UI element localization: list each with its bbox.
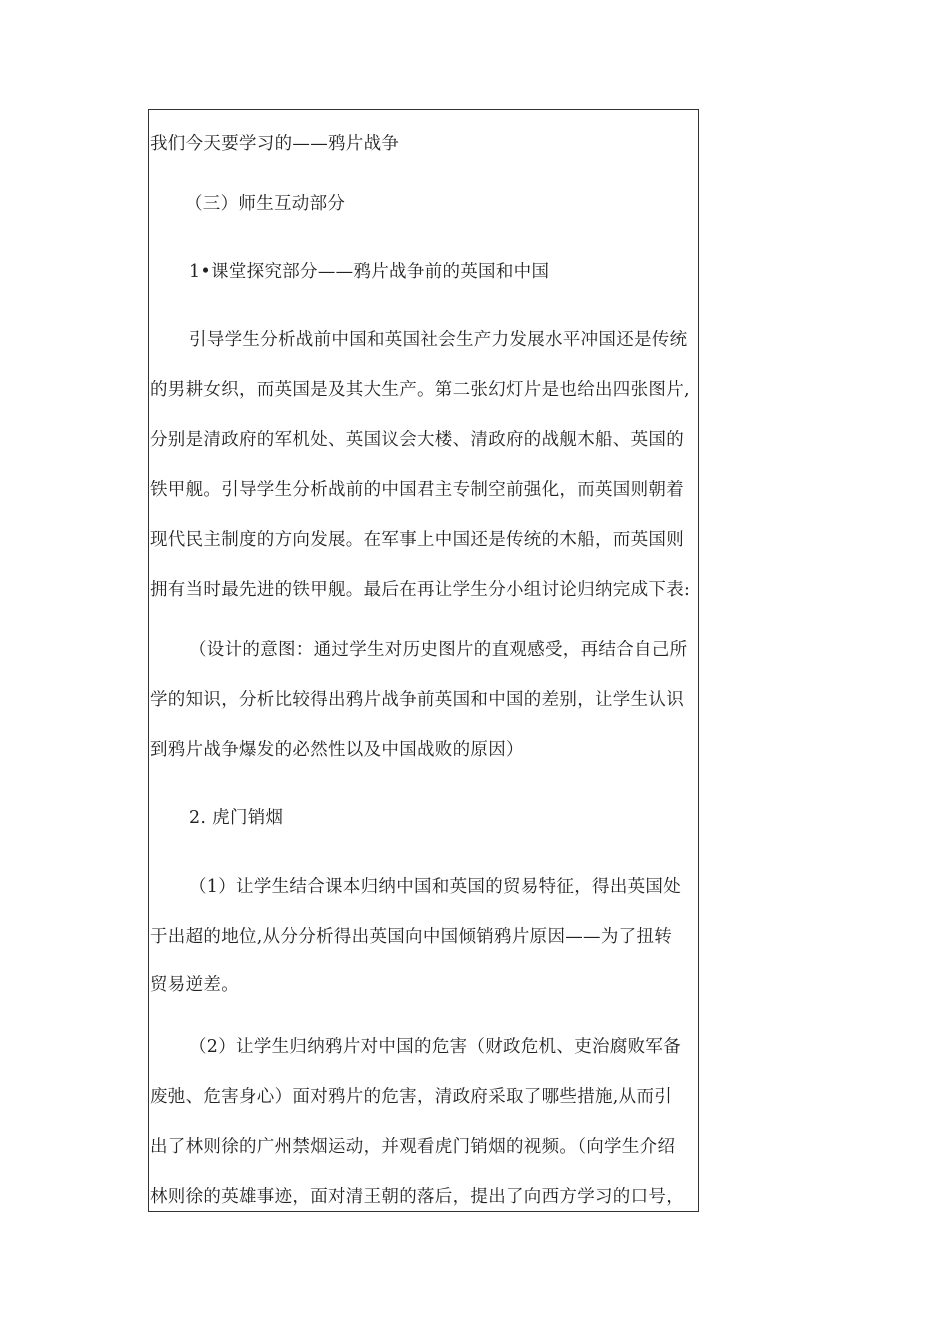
document-frame <box>148 109 699 1212</box>
text-line: 引导学生分析战前中国和英国社会生产力发展水平冲国还是传统 <box>189 330 688 350</box>
text-line: 于出超的地位,从分分析得出英国向中国倾销鸦片原因——为了扭转 <box>150 927 673 947</box>
text-line: （设计的意图：通过学生对历史图片的直观感受，再结合自己所 <box>189 640 688 660</box>
text-line: 的男耕女织，而英国是及其大生产。第二张幻灯片是也给出四张图片, <box>150 380 690 400</box>
text-line: 到鸦片战争爆发的必然性以及中国战败的原因） <box>150 740 524 760</box>
text-line: （1）让学生结合课本归纳中国和英国的贸易特征，得出英国处 <box>189 877 682 897</box>
text-line: 出了林则徐的广州禁烟运动，并观看虎门销烟的视频。（向学生介绍 <box>150 1137 676 1157</box>
subsection-heading: 2. 虎门销烟 <box>189 808 284 828</box>
subsection-heading: 1•课堂探究部分——鸦片战争前的英国和中国 <box>189 262 550 282</box>
text-line: 废弛、危害身心）面对鸦片的危害，清政府采取了哪些措施,从而引 <box>150 1087 673 1107</box>
text-line: 贸易逆差。 <box>150 975 239 995</box>
text-line: （2）让学生归纳鸦片对中国的危害（财政危机、吏治腐败军备 <box>189 1037 682 1057</box>
text-line: 我们今天要学习的——鸦片战争 <box>150 134 400 154</box>
text-line: 林则徐的英雄事迹，面对清王朝的落后，提出了向西方学习的口号， <box>150 1187 684 1207</box>
text-line: 分别是清政府的军机处、英国议会大楼、清政府的战舰木船、英国的 <box>150 430 684 450</box>
section-heading: （三）师生互动部分 <box>185 194 346 214</box>
text-line: 学的知识，分析比较得出鸦片战争前英国和中国的差别，让学生认识 <box>150 690 684 710</box>
text-line: 拥有当时最先进的铁甲舰。最后在再让学生分小组讨论归纳完成下表: <box>150 580 691 600</box>
text-line: 现代民主制度的方向发展。在军事上中国还是传统的木船，而英国则 <box>150 530 684 550</box>
text-line: 铁甲舰。引导学生分析战前的中国君主专制空前强化，而英国则朝着 <box>150 480 684 500</box>
